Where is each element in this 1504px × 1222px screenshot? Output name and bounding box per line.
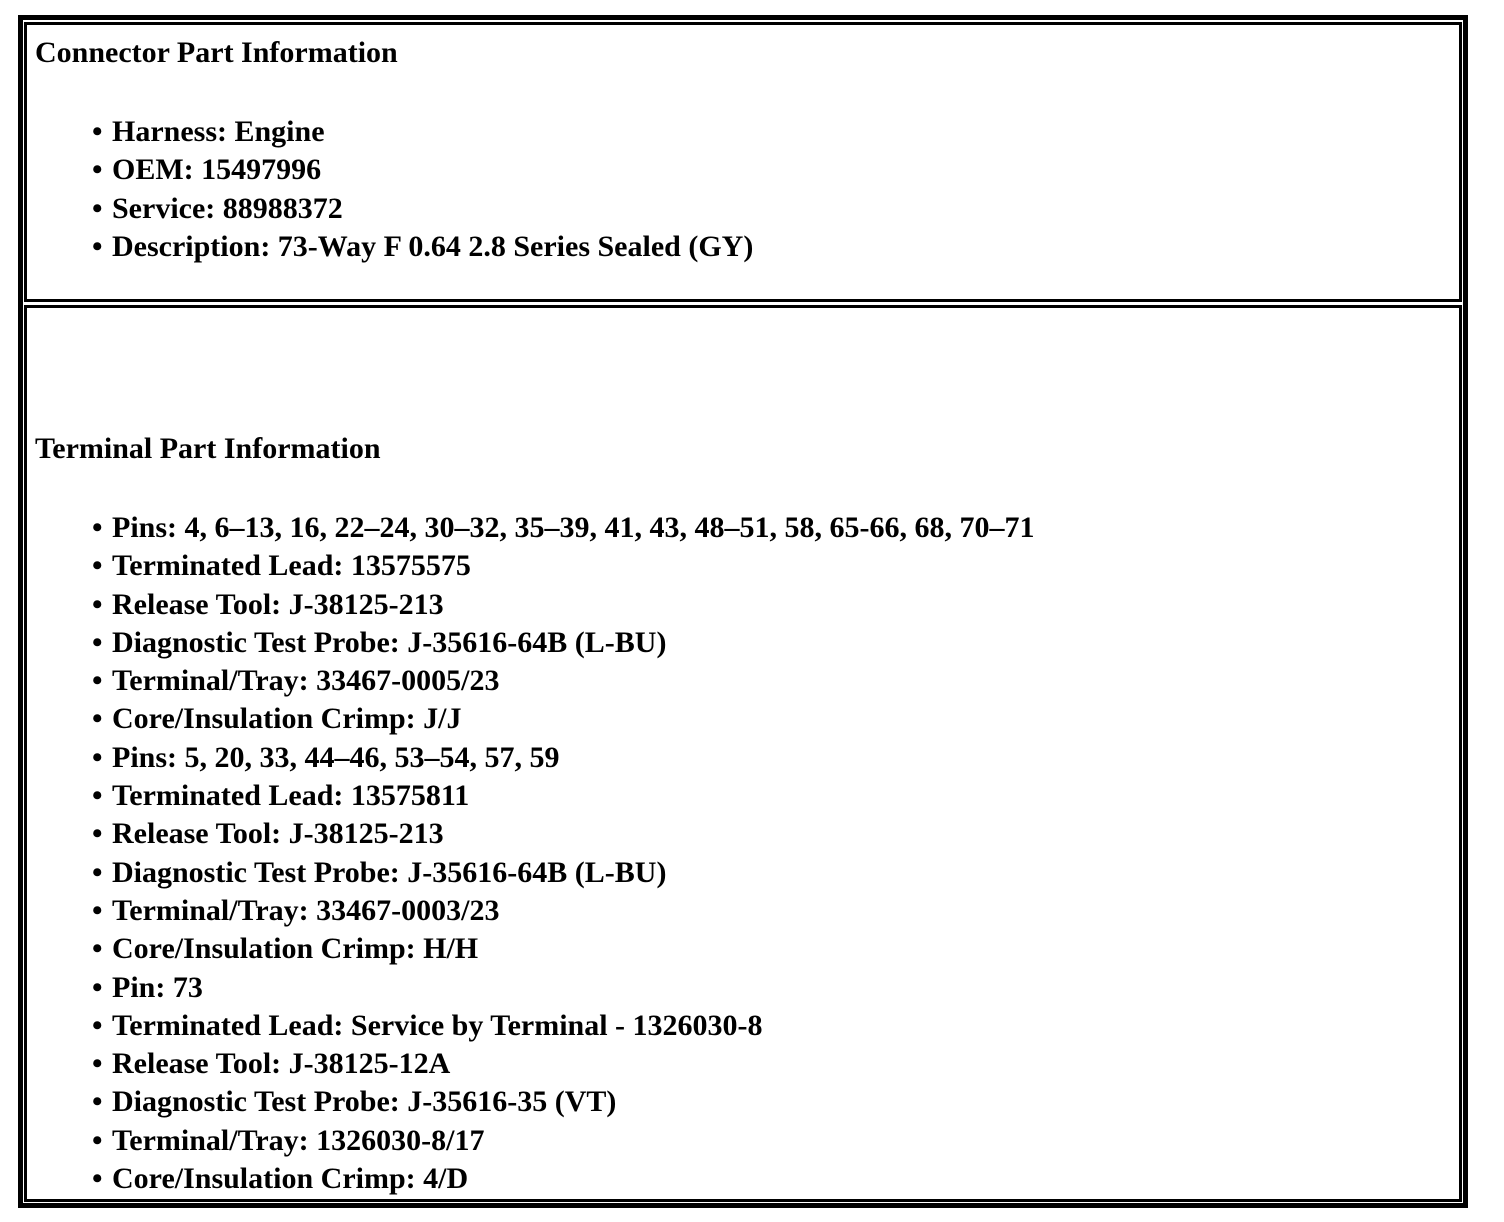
bullet-icon: • <box>92 229 103 263</box>
list-item <box>92 930 1035 968</box>
list-item <box>92 228 753 266</box>
list-item-text: Diagnostic Test Probe: J-35616-64B (L-BU) <box>112 625 667 659</box>
list-item <box>92 1007 1035 1045</box>
bullet-icon: • <box>92 1085 103 1119</box>
bullet-icon: • <box>92 1047 103 1081</box>
list-item <box>92 700 1035 738</box>
list-item <box>92 969 1035 1007</box>
list-item-text: Release Tool: J-38125-213 <box>112 817 444 851</box>
bullet-icon: • <box>92 740 103 774</box>
terminal-info-list <box>92 509 1035 1198</box>
list-item-text: Terminal/Tray: 33467-0005/23 <box>112 664 500 698</box>
connector-info-list <box>92 113 753 266</box>
list-item <box>92 662 1035 700</box>
list-item-text: Terminal/Tray: 33467-0003/23 <box>112 893 500 927</box>
bullet-icon: • <box>92 1123 103 1157</box>
list-item-text: Terminal/Tray: 1326030-8/17 <box>112 1123 485 1157</box>
list-item-text: Core/Insulation Crimp: H/H <box>112 932 479 966</box>
list-item-text: Pin: 73 <box>112 970 203 1004</box>
list-item-text: Harness: Engine <box>112 115 325 148</box>
list-item-text: Description: 73-Way F 0.64 2.8 Series Sealed (GY) <box>112 229 754 263</box>
list-item <box>92 777 1035 815</box>
list-item <box>92 586 1035 624</box>
list-item-text: Diagnostic Test Probe: J-35616-35 (VT) <box>112 1085 617 1119</box>
bullet-icon: • <box>92 817 103 851</box>
bullet-icon: • <box>92 115 103 148</box>
bullet-icon: • <box>92 153 103 187</box>
list-item-text: Release Tool: J-38125-12A <box>112 1047 451 1081</box>
list-item <box>92 1045 1035 1083</box>
list-item <box>92 509 1035 547</box>
connector-part-info-cell <box>24 22 1462 302</box>
bullet-icon: • <box>92 779 103 813</box>
list-item-text: Diagnostic Test Probe: J-35616-64B (L-BU) <box>112 855 667 889</box>
list-item <box>92 815 1035 853</box>
list-item-text: Core/Insulation Crimp: 4/D <box>112 1162 469 1196</box>
bullet-icon: • <box>92 549 103 583</box>
bullet-icon: • <box>92 511 103 544</box>
list-item-text: OEM: 15497996 <box>112 153 322 187</box>
list-item <box>92 113 753 151</box>
list-item <box>92 547 1035 585</box>
list-item <box>92 190 753 228</box>
bullet-icon: • <box>92 932 103 966</box>
list-item <box>92 739 1035 777</box>
bullet-icon: • <box>92 1008 103 1042</box>
bullet-icon: • <box>92 664 103 698</box>
list-item <box>92 1122 1035 1160</box>
bullet-icon: • <box>92 587 103 621</box>
list-item-text: Terminated Lead: Service by Terminal - 1326030-8 <box>112 1008 763 1042</box>
connector-section-title: Connector Part Information <box>35 36 398 69</box>
terminal-part-info-cell <box>24 305 1462 1202</box>
bullet-icon: • <box>92 625 103 659</box>
list-item <box>92 854 1035 892</box>
bullet-icon: • <box>92 855 103 889</box>
bullet-icon: • <box>92 702 103 736</box>
list-item-text: Pins: 5, 20, 33, 44–46, 53–54, 57, 59 <box>112 740 560 774</box>
bullet-icon: • <box>92 970 103 1004</box>
list-item-text: Service: 88988372 <box>112 191 343 225</box>
list-item-text: Pins: 4, 6–13, 16, 22–24, 30–32, 35–39, 41, 43, 48–51, 58, 65-66, 68, 70–71 <box>112 511 1035 544</box>
terminal-section-title: Terminal Part Information <box>35 432 381 465</box>
bullet-icon: • <box>92 1162 103 1196</box>
list-item <box>92 892 1035 930</box>
list-item-text: Core/Insulation Crimp: J/J <box>112 702 462 736</box>
bullet-icon: • <box>92 191 103 225</box>
list-item <box>92 1083 1035 1121</box>
list-item <box>92 151 753 189</box>
list-item-text: Release Tool: J-38125-213 <box>112 587 444 621</box>
list-item-text: Terminated Lead: 13575575 <box>112 549 471 583</box>
list-item-text: Terminated Lead: 13575811 <box>112 779 470 813</box>
list-item <box>92 624 1035 662</box>
list-item <box>92 1160 1035 1198</box>
bullet-icon: • <box>92 893 103 927</box>
